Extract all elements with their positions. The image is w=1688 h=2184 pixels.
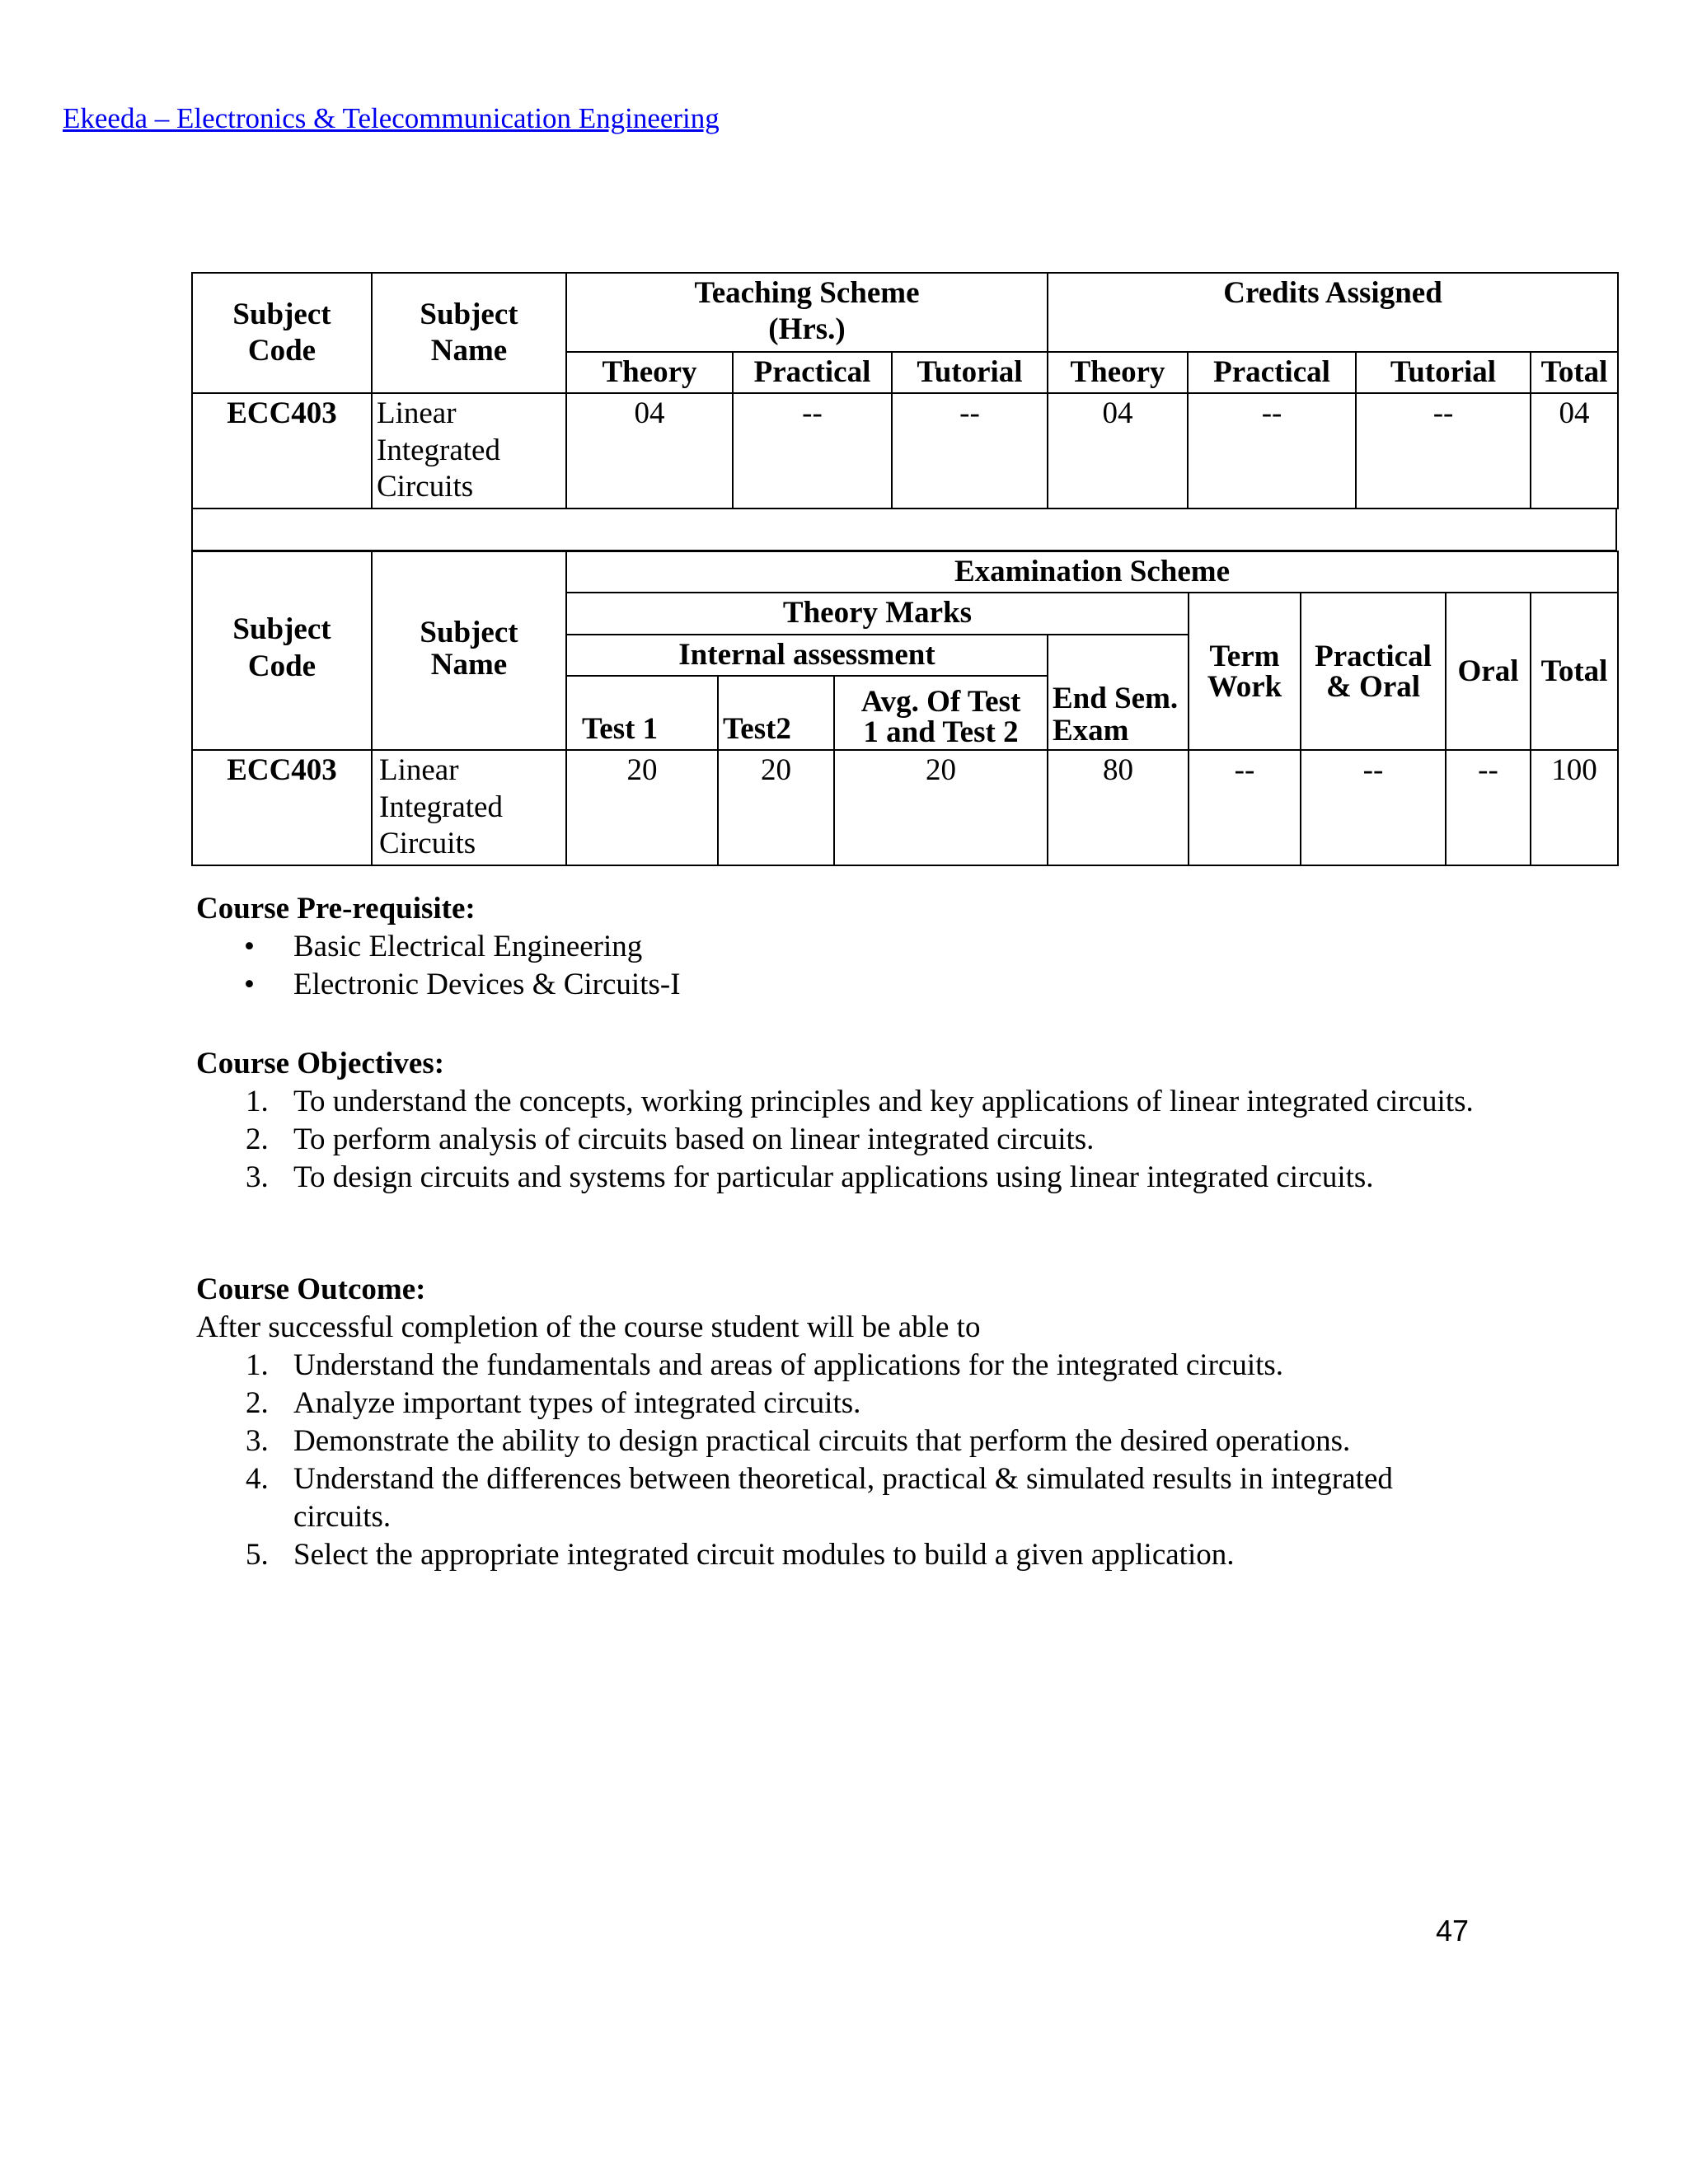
list-item: 4. Understand the differences between theoretical, practical & simulated results in integrated circuits. [246, 1462, 1393, 1534]
header-credit-total: Total [1531, 352, 1618, 393]
cell-credit-tutorial: -- [1356, 393, 1531, 509]
course-outcome-section [196, 1271, 1482, 1574]
bullet-icon: • [244, 968, 255, 1001]
course-prerequisite-section [196, 890, 681, 1004]
list-item: 3. Demonstrate the ability to design practical circuits that perform the desired operations. [246, 1424, 1351, 1458]
header-credit-theory: Theory [1048, 352, 1188, 393]
teaching-scheme-table [191, 272, 1619, 509]
cell-test1: 20 [566, 750, 718, 865]
cell-teach-tutorial: -- [892, 393, 1048, 509]
cell-total: 100 [1531, 750, 1618, 865]
header-teach-tutorial: Tutorial [892, 352, 1048, 393]
list-item: • Basic Electrical Engineering [196, 928, 681, 966]
cell-avg-test: 20 [834, 750, 1048, 865]
cell-teach-theory: 04 [566, 393, 733, 509]
section-title: Course Objectives: [196, 1047, 445, 1080]
list-item: 5. Select the appropriate integrated circuit modules to build a given application. [246, 1538, 1235, 1572]
row-subject-name: Linear Integrated Circuits [372, 393, 566, 509]
outcome-intro: After successful completion of the course student will be able to [196, 1310, 981, 1344]
list-item: 3. To design circuits and systems for particular applications using linear integrated circuits. [246, 1160, 1374, 1194]
page-number: 47 [1436, 1914, 1470, 1947]
cell-practical-oral: -- [1301, 750, 1446, 865]
cell-end-sem: 80 [1048, 750, 1189, 865]
cell-oral: -- [1446, 750, 1531, 865]
header-teaching-scheme: Teaching Scheme (Hrs.) [566, 273, 1048, 352]
header-subject-name: Subject Name [372, 273, 566, 393]
list-item: • Electronic Devices & Circuits-I [196, 966, 681, 1004]
header-oral: Oral [1446, 593, 1531, 750]
header-credit-tutorial: Tutorial [1356, 352, 1531, 393]
list-item: 1. To understand the concepts, working principles and key applications of linear integrated circuits. [246, 1085, 1474, 1118]
row-subject-code: ECC403 [192, 750, 372, 865]
header-end-sem-exam: End Sem. Exam [1048, 635, 1189, 750]
cell-credit-total: 04 [1531, 393, 1618, 509]
cell-term-work: -- [1189, 750, 1301, 865]
header-term-work: Term Work [1189, 593, 1301, 750]
header-teach-practical: Practical [733, 352, 892, 393]
header-internal-assessment: Internal assessment [566, 635, 1048, 676]
section-title: Course Pre-requisite: [196, 892, 476, 926]
header-test2: Test2 [718, 676, 834, 750]
header-credits-assigned: Credits Assigned [1048, 273, 1618, 352]
header-total: Total [1531, 593, 1618, 750]
row-subject-code: ECC403 [192, 393, 372, 509]
row-subject-name: Linear Integrated Circuits [372, 750, 566, 865]
header-link[interactable]: Ekeeda – Electronics & Telecommunication Engineering [63, 102, 720, 134]
cell-teach-practical: -- [733, 393, 892, 509]
examination-scheme-table [191, 551, 1619, 866]
header-subject-name: Subject Name [372, 551, 566, 750]
header-theory-marks: Theory Marks [566, 593, 1189, 634]
bullet-icon: • [244, 930, 255, 963]
list-item: 2. To perform analysis of circuits based on linear integrated circuits. [246, 1122, 1095, 1156]
header-subject-code: Subject Code [192, 273, 372, 393]
header-subject-code: Subject Code [192, 551, 372, 750]
course-objectives-section [196, 1045, 1482, 1197]
cell-test2: 20 [718, 750, 834, 865]
header-practical-oral: Practical & Oral [1301, 593, 1446, 750]
cell-credit-practical: -- [1188, 393, 1356, 509]
header-credit-practical: Practical [1188, 352, 1356, 393]
cell-credit-theory: 04 [1048, 393, 1188, 509]
table-spacer-row [191, 509, 1617, 551]
header-examination-scheme: Examination Scheme [566, 551, 1618, 593]
header-test1: Test 1 [566, 676, 718, 750]
list-item: 2. Analyze important types of integrated circuits. [246, 1386, 861, 1420]
section-title: Course Outcome: [196, 1272, 426, 1306]
list-item: 1. Understand the fundamentals and areas of applications for the integrated circuits. [246, 1348, 1284, 1382]
header-avg-test: Avg. Of Test 1 and Test 2 [834, 676, 1048, 750]
header-teach-theory: Theory [566, 352, 733, 393]
